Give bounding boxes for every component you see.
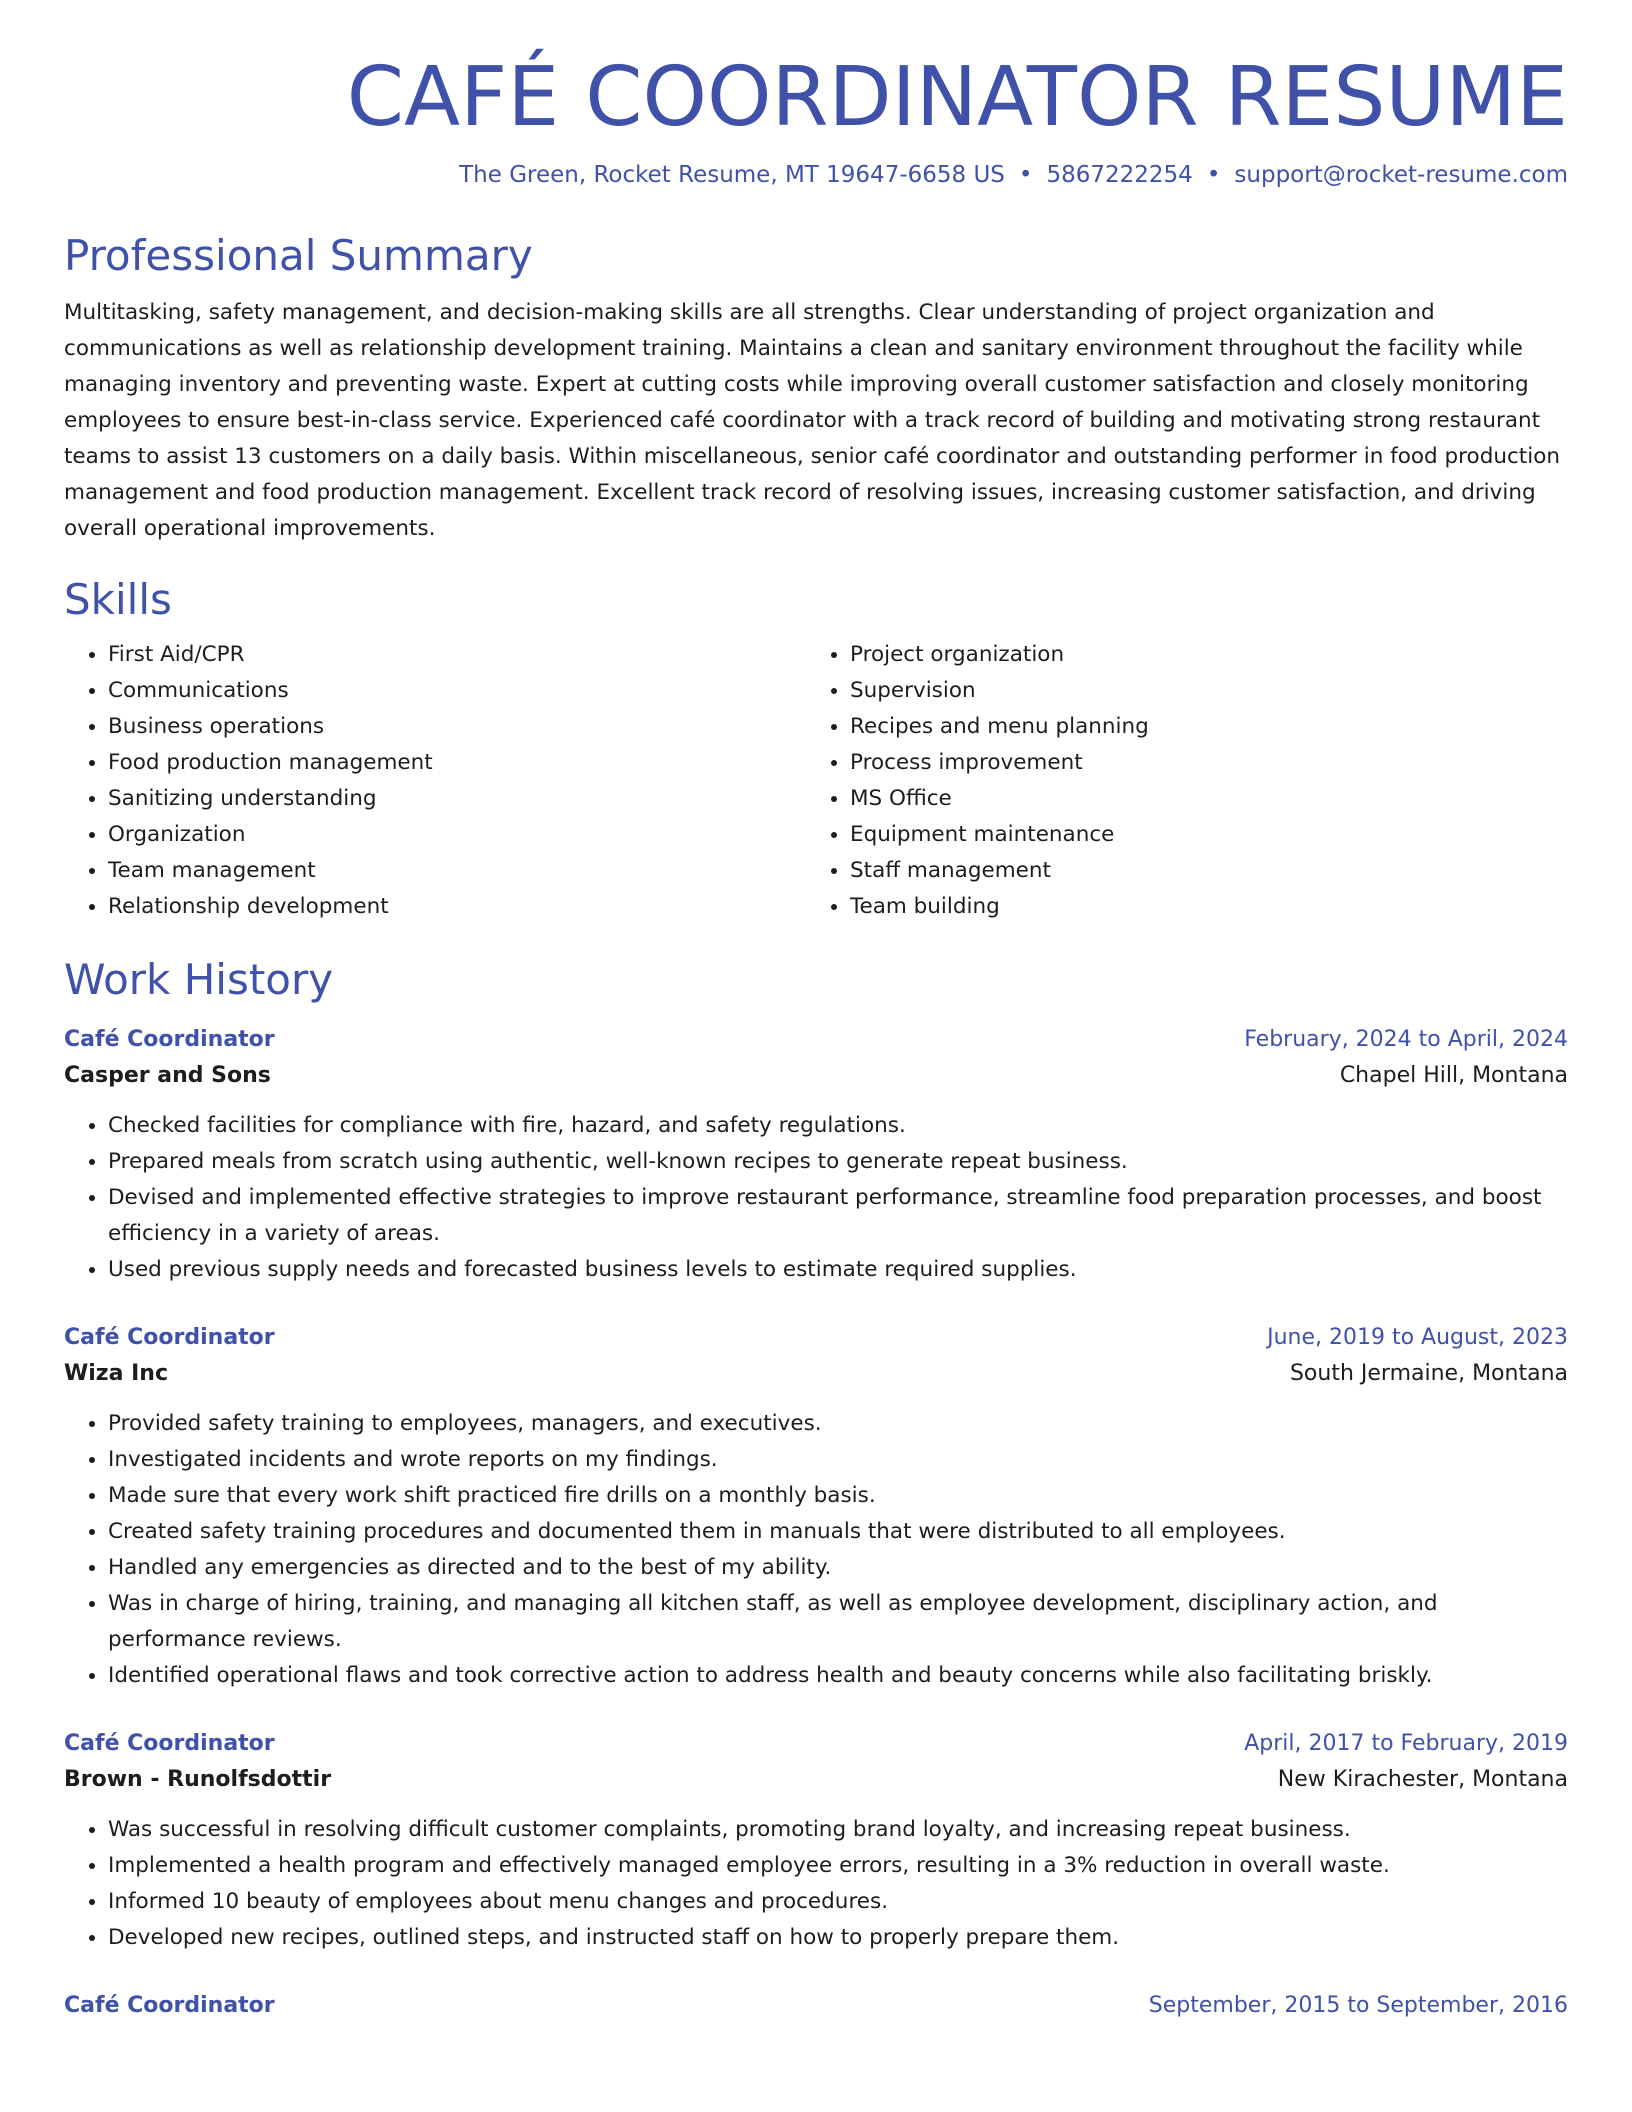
job-entry — [64, 1320, 1568, 1694]
job-bullet: • Informed 10 beauty of employees about menu changes and procedures. — [108, 1884, 1568, 1920]
skill-item: • MS Office — [850, 781, 1548, 817]
skill-item: • Process improvement — [850, 745, 1548, 781]
job-bullet: • Identified operational flaws and took corrective action to address health and beauty concerns while also facilitating briskly. — [108, 1658, 1568, 1694]
job-bullet: • Was successful in resolving difficult customer complaints, promoting brand loyalty, and increasing repeat business. — [108, 1812, 1568, 1848]
skill-item: • Recipes and menu planning — [850, 709, 1548, 745]
skill-item: • Team building — [850, 889, 1548, 925]
job-location: South Jermaine, Montana — [1289, 1360, 1568, 1386]
summary-text: Multitasking, safety management, and decision-making skills are all strengths. Clear understanding of project organization and communications as well as relationship development training. Maintains a clean and sanitary environment throughout the facility while managing inventory and preventing waste. Expert at cutting costs while improving overall customer satisfaction and closely monitoring employees to ensure best-in-class service. Experienced café coordinator with a track record of building and motivating strong restaurant teams to assist 13 customers on a daily basis. Within miscellaneous, senior café coordinator and outstanding performer in food production management and food production management. Excellent track record of resolving issues, increasing customer satisfaction, and driving overall operational improvements. — [64, 300, 1560, 542]
job-bullet: • Was in charge of hiring, training, and managing all kitchen staff, as well as employee development, disciplinary action, and performance reviews. — [108, 1586, 1568, 1658]
contact-email: support@rocket-resume.com — [1234, 161, 1568, 188]
skill-item: • First Aid/CPR — [108, 637, 806, 673]
job-header — [64, 1320, 1568, 1356]
skill-item: • Food production management — [108, 745, 806, 781]
job-header — [64, 1022, 1568, 1058]
job-dates: June, 2019 to August, 2023 — [1267, 1324, 1568, 1350]
job-company: Wiza Inc — [64, 1360, 169, 1386]
job-bullet: • Created safety training procedures and documented them in manuals that were distributed to all employees. — [108, 1514, 1568, 1550]
job-dates: April, 2017 to February, 2019 — [1244, 1730, 1568, 1756]
job-entry — [64, 1988, 1568, 2024]
job-bullets — [64, 1812, 1568, 1956]
job-header — [64, 1726, 1568, 1762]
job-location: New Kirachester, Montana — [1277, 1766, 1568, 1792]
skill-item: • Business operations — [108, 709, 806, 745]
skill-item: • Supervision — [850, 673, 1548, 709]
job-entry — [64, 1022, 1568, 1288]
skills-column-left — [64, 637, 806, 925]
job-bullet: • Provided safety training to employees, managers, and executives. — [108, 1406, 1568, 1442]
job-title: Café Coordinator — [64, 1324, 275, 1350]
job-location: Chapel Hill, Montana — [1339, 1062, 1568, 1088]
skill-item: • Staff management — [850, 853, 1548, 889]
job-bullet: • Prepared meals from scratch using authentic, well-known recipes to generate repeat business. — [108, 1144, 1568, 1180]
skills-heading: Skills — [64, 575, 172, 625]
job-subheader — [64, 1058, 1568, 1094]
job-bullet: • Devised and implemented effective strategies to improve restaurant performance, streamline food preparation processes, and boost efficiency in a variety of areas. — [108, 1180, 1568, 1252]
job-dates: February, 2024 to April, 2024 — [1244, 1026, 1568, 1052]
skill-item: • Team management — [108, 853, 806, 889]
resume-name: CAFÉ COORDINATOR RESUME — [346, 50, 1568, 145]
contact-line — [64, 161, 1568, 191]
job-bullets — [64, 1406, 1568, 1694]
job-bullet: • Checked facilities for compliance with fire, hazard, and safety regulations. — [108, 1108, 1568, 1144]
contact-separator: • — [1206, 161, 1221, 188]
skill-item: • Equipment maintenance — [850, 817, 1548, 853]
job-title: Café Coordinator — [64, 1026, 275, 1052]
job-bullet: • Made sure that every work shift practiced fire drills on a monthly basis. — [108, 1478, 1568, 1514]
job-entry — [64, 1726, 1568, 1956]
job-bullet: • Investigated incidents and wrote reports on my findings. — [108, 1442, 1568, 1478]
skills-list — [64, 637, 1568, 925]
summary-heading: Professional Summary — [64, 230, 533, 280]
contact-address: The Green, Rocket Resume, MT 19647-6658 US — [459, 161, 1005, 188]
job-bullets — [64, 1108, 1568, 1288]
job-company: Casper and Sons — [64, 1062, 271, 1088]
skill-item: • Organization — [108, 817, 806, 853]
skill-item: • Project organization — [850, 637, 1548, 673]
job-bullet: • Handled any emergencies as directed and to the best of my ability. — [108, 1550, 1568, 1586]
contact-separator: • — [1018, 161, 1033, 188]
job-dates: September, 2015 to September, 2016 — [1148, 1992, 1568, 2018]
job-header — [64, 1988, 1568, 2024]
resume-page — [64, 0, 1568, 2024]
job-bullet: • Implemented a health program and effectively managed employee errors, resulting in a 3% reduction in overall waste. — [108, 1848, 1568, 1884]
job-company: Brown - Runolfsdottir — [64, 1766, 332, 1792]
contact-phone: 5867222254 — [1046, 161, 1193, 188]
skill-item: • Relationship development — [108, 889, 806, 925]
job-title: Café Coordinator — [64, 1730, 275, 1756]
skills-column-right — [806, 637, 1548, 925]
skill-item: • Sanitizing understanding — [108, 781, 806, 817]
skill-item: • Communications — [108, 673, 806, 709]
job-subheader — [64, 1762, 1568, 1798]
job-bullet: • Used previous supply needs and forecasted business levels to estimate required supplies. — [108, 1252, 1568, 1288]
work-history-heading: Work History — [64, 955, 334, 1005]
job-subheader — [64, 1356, 1568, 1392]
job-title: Café Coordinator — [64, 1992, 275, 2018]
job-bullet: • Developed new recipes, outlined steps, and instructed staff on how to properly prepare them. — [108, 1920, 1568, 1956]
